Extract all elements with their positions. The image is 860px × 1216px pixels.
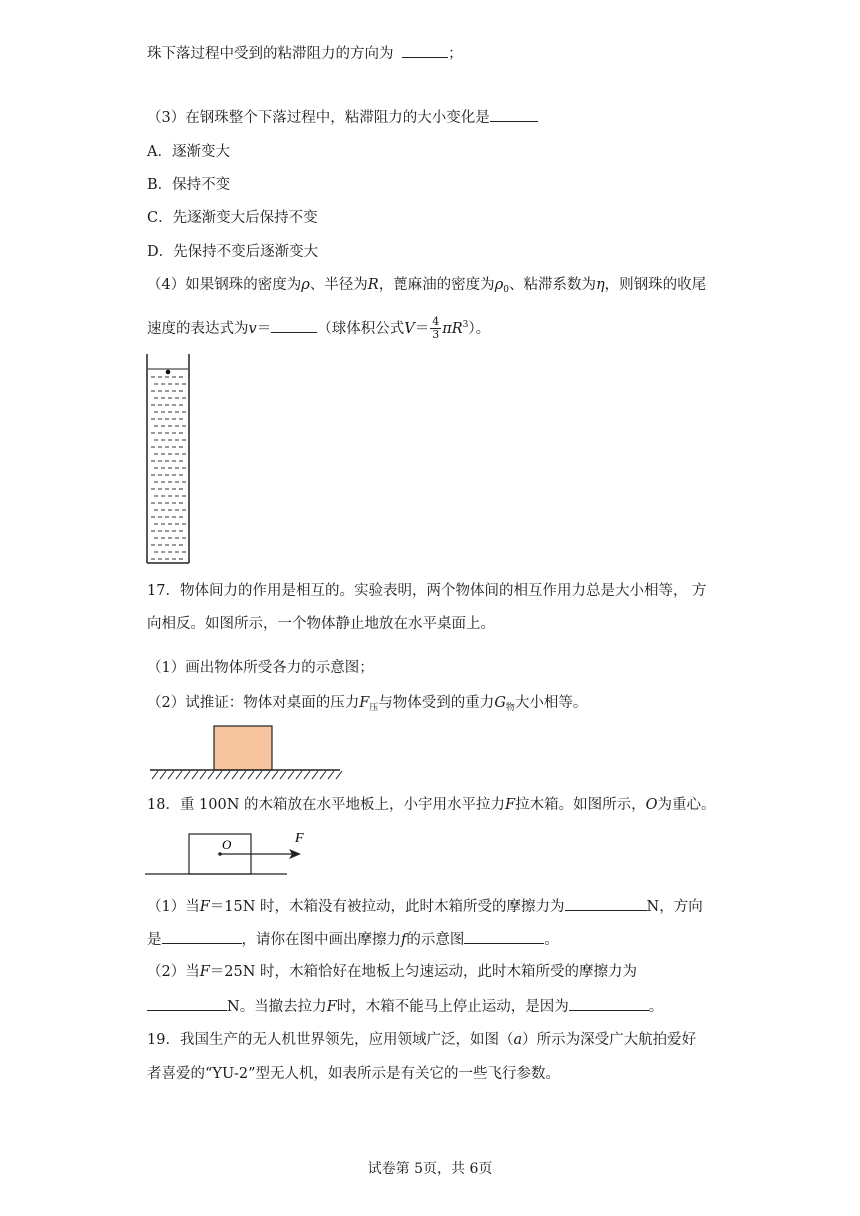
hatch-mark	[184, 771, 190, 779]
answer-blank[interactable]	[565, 896, 647, 911]
hatch-mark	[160, 771, 166, 779]
q19-line2: 者喜爱的“YU-2”型无人机，如表所示是有关它的一些飞行参数。	[147, 1066, 560, 1082]
q17-sub1: （1）画出物体所受各力的示意图；	[147, 660, 374, 676]
q17-sub2: （2）试推证：物体对桌面的压力$F_压$与物体受到的重力$G_物$大小相等。	[147, 695, 588, 713]
option-d: D．先保持不变后逐渐变大	[147, 244, 319, 260]
option-a: A．逐渐变大	[147, 144, 230, 160]
hatch-mark	[208, 771, 214, 779]
page-footer: 试卷第 5页，共 6页	[367, 1161, 493, 1177]
hatch-mark	[304, 771, 310, 779]
q18-sub1-line1: （1）当F＝15N 时，木箱没有被拉动，此时木箱所受的摩擦力为 N，方向	[147, 896, 703, 917]
label-o: O	[222, 837, 232, 852]
q17-line1: 17．物体间力的作用是相互的。实验表明，两个物体间的相互作用力总是大小相等， 方	[147, 583, 707, 599]
hatch-mark	[168, 771, 174, 779]
hatch-mark	[288, 771, 294, 779]
q16-sub4-line2: 速度的表达式为v＝ （球体积公式V＝ $\frac{4}{3}$ $\pi R^3$）。	[147, 315, 491, 342]
q17-line2: 向相反。如图所示，一个物体静止地放在水平桌面上。	[147, 616, 495, 632]
q16-sub4-line1: （4）如果钢珠的密度为ρ、半径为R，蓖麻油的密度为$\rho_0$、粘滞系数为η，则钢珠的收尾	[147, 277, 707, 295]
option-c: C．先逐渐变大后保持不变	[147, 210, 318, 226]
hatch-mark	[240, 771, 246, 779]
hatch-mark	[224, 771, 230, 779]
q18-line1: 18．重 100N 的木箱放在水平地板上，小宇用水平拉力F拉木箱。如图所示，O为重心。	[147, 797, 716, 813]
hatch-mark	[200, 771, 206, 779]
hatch-mark	[256, 771, 262, 779]
answer-blank[interactable]	[147, 996, 227, 1011]
hatch-mark	[232, 771, 238, 779]
block-on-table-figure	[148, 724, 344, 784]
answer-blank[interactable]	[490, 107, 538, 122]
q16-line-top: 珠下落过程中受到的粘滞阻力的方向为 ；	[147, 43, 463, 64]
label-f: F	[295, 831, 304, 846]
hatch-mark	[280, 771, 286, 779]
q16-sub3: （3）在钢珠整个下落过程中，粘滞阻力的大小变化是	[147, 107, 538, 128]
option-b: B．保持不变	[147, 177, 231, 193]
hatch-mark	[248, 771, 254, 779]
q18-sub2-line2: N。当撤去拉力F时，木箱不能马上停止运动，是因为 。	[147, 996, 663, 1017]
q18-sub2-line1: （2）当F＝25N 时，木箱恰好在地板上匀速运动，此时木箱所受的摩擦力为	[147, 964, 638, 980]
hatch-mark	[176, 771, 182, 779]
fraction-four-thirds: $\frac{4}{3}$	[432, 315, 440, 342]
hatch-mark	[264, 771, 270, 779]
answer-blank[interactable]	[402, 43, 448, 58]
hatch-mark	[312, 771, 318, 779]
hatch-mark	[152, 771, 158, 779]
hatch-mark	[272, 771, 278, 779]
q18-sub1-line2: 是 ，请你在图中画出摩擦力f的示意图 。	[147, 929, 559, 950]
answer-blank[interactable]	[464, 929, 544, 944]
hatch-mark	[296, 771, 302, 779]
answer-blank[interactable]	[271, 318, 317, 333]
hatch-mark	[216, 771, 222, 779]
steel-ball	[166, 370, 171, 375]
hatch-mark	[336, 771, 342, 779]
q19-line1: 19．我国生产的无人机世界领先，应用领域广泛，如图（a）所示为深受广大航拍爱好	[147, 1032, 697, 1048]
oil-cylinder-figure	[143, 352, 193, 566]
hatch-mark	[192, 771, 198, 779]
box-force-figure	[143, 825, 318, 877]
answer-blank[interactable]	[569, 996, 649, 1011]
answer-blank[interactable]	[162, 929, 242, 944]
hatch-mark	[320, 771, 326, 779]
block	[214, 726, 272, 770]
hatch-mark	[328, 771, 334, 779]
